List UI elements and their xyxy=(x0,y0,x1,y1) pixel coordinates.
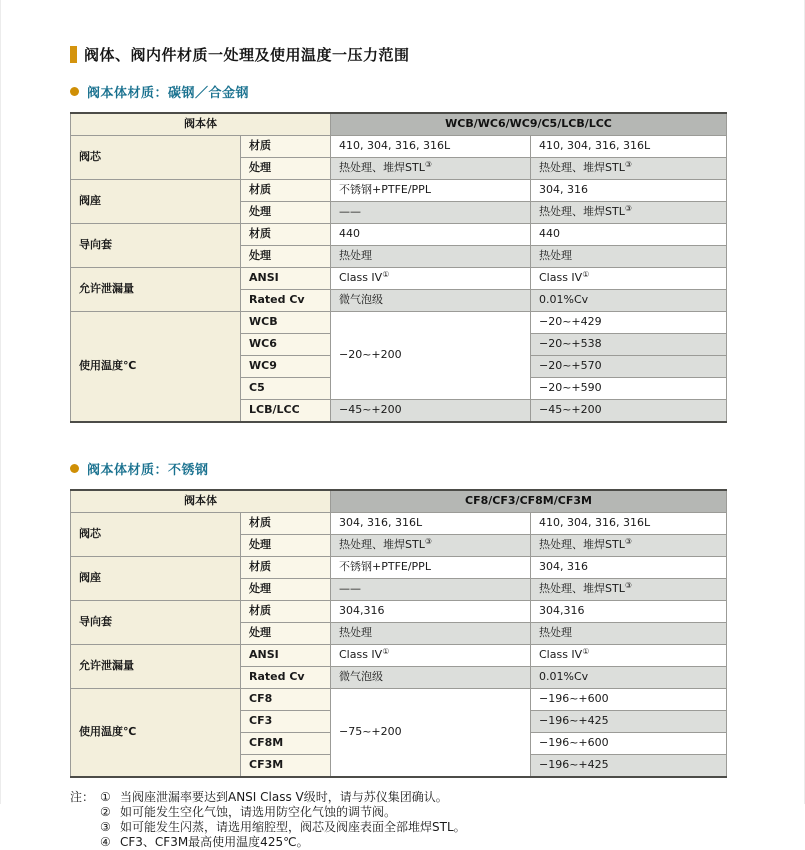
bullet-icon xyxy=(70,464,79,473)
value-cell: 热处理、堆焊STL③ xyxy=(531,158,727,180)
sub-cell: 处理 xyxy=(241,202,331,224)
value-cell: Class IV① xyxy=(331,645,531,667)
group-cell: 阀芯 xyxy=(71,136,241,180)
group-cell: 使用温度℃ xyxy=(71,689,241,778)
value-cell: 热处理、堆焊STL③ xyxy=(331,158,531,180)
group-cell: 允许泄漏量 xyxy=(71,268,241,312)
sub-cell: WC9 xyxy=(241,356,331,378)
value-cell: −20~+590 xyxy=(531,378,727,400)
section-title: 阀本体材质：碳钢／合金钢 xyxy=(87,86,250,101)
value-cell: 不锈钢+PTFE/PPL xyxy=(331,557,531,579)
value-cell: 0.01%Cv xyxy=(531,667,727,689)
table-row xyxy=(71,268,727,290)
footnote-line xyxy=(70,790,796,805)
sub-cell: WC6 xyxy=(241,334,331,356)
group-cell: 导向套 xyxy=(71,224,241,268)
value-cell: Class IV① xyxy=(531,645,727,667)
table-row xyxy=(71,224,727,246)
sub-cell: 材质 xyxy=(241,136,331,158)
footnotes xyxy=(70,790,796,850)
value-cell: 304,316 xyxy=(331,601,531,623)
value-cell: −20~+538 xyxy=(531,334,727,356)
sub-cell: CF3M xyxy=(241,755,331,778)
footnote-line xyxy=(70,805,796,820)
stainless-steel-table xyxy=(70,489,727,778)
section-heading-carbon-steel xyxy=(70,82,796,101)
value-cell: 410, 304, 316, 316L xyxy=(331,136,531,158)
table-header-left: 阀本体 xyxy=(71,490,331,513)
sub-cell: 处理 xyxy=(241,535,331,557)
sub-cell: CF8 xyxy=(241,689,331,711)
sub-cell: 材质 xyxy=(241,224,331,246)
value-cell: 热处理、堆焊STL③ xyxy=(531,202,727,224)
value-cell: −20~+570 xyxy=(531,356,727,378)
note-text: 如可能发生空化气蚀，请选用防空化气蚀的调节阀。 xyxy=(120,805,397,819)
value-cell: −196~+425 xyxy=(531,755,727,778)
section-title: 阀本体材质：不锈钢 xyxy=(87,463,209,478)
table-header-right: WCB/WC6/WC9/C5/LCB/LCC xyxy=(331,113,727,136)
carbon-steel-table xyxy=(70,112,727,423)
footnote-line xyxy=(70,820,796,835)
sub-cell: 材质 xyxy=(241,180,331,202)
sub-cell: CF8M xyxy=(241,733,331,755)
table-row xyxy=(71,645,727,667)
note-marker: ③ xyxy=(100,820,111,834)
note-marker: ④ xyxy=(100,835,111,849)
bullet-icon xyxy=(70,87,79,96)
value-cell: −20~+200 xyxy=(331,312,531,400)
group-cell: 允许泄漏量 xyxy=(71,645,241,689)
sub-cell: CF3 xyxy=(241,711,331,733)
sub-cell: ANSI xyxy=(241,645,331,667)
note-text: CF3、CF3M最高使用温度425℃。 xyxy=(120,835,309,849)
sub-cell: Rated Cv xyxy=(241,667,331,689)
table-row xyxy=(71,557,727,579)
sub-cell: 材质 xyxy=(241,601,331,623)
value-cell: 微气泡级 xyxy=(331,667,531,689)
table-header-left: 阀本体 xyxy=(71,113,331,136)
table-row xyxy=(71,513,727,535)
value-cell: 440 xyxy=(331,224,531,246)
value-cell: −75~+200 xyxy=(331,689,531,778)
table-header-row xyxy=(71,490,727,513)
sub-cell: 处理 xyxy=(241,246,331,268)
value-cell: 304,316 xyxy=(531,601,727,623)
title-marker-bar xyxy=(70,46,77,63)
sub-cell: Rated Cv xyxy=(241,290,331,312)
value-cell: −196~+600 xyxy=(531,689,727,711)
sub-cell: 处理 xyxy=(241,623,331,645)
page-title: 阀体、阀内件材质一处理及使用温度一压力范围 xyxy=(84,46,410,64)
sub-cell: LCB/LCC xyxy=(241,400,331,423)
value-cell: 热处理 xyxy=(331,246,531,268)
notes-label: 注： xyxy=(70,790,95,804)
group-cell: 导向套 xyxy=(71,601,241,645)
value-cell: 微气泡级 xyxy=(331,290,531,312)
value-cell: 热处理、堆焊STL③ xyxy=(531,579,727,601)
value-cell: −20~+429 xyxy=(531,312,727,334)
sub-cell: 处理 xyxy=(241,158,331,180)
group-cell: 阀芯 xyxy=(71,513,241,557)
table-row xyxy=(71,180,727,202)
sub-cell: 材质 xyxy=(241,557,331,579)
group-cell: 使用温度℃ xyxy=(71,312,241,423)
value-cell: 热处理、堆焊STL③ xyxy=(331,535,531,557)
value-cell: 热处理 xyxy=(531,246,727,268)
table-row xyxy=(71,312,727,334)
sub-cell: C5 xyxy=(241,378,331,400)
value-cell: Class IV① xyxy=(531,268,727,290)
note-text: 当阀座泄漏率要达到ANSI Class V级时，请与苏仪集团确认。 xyxy=(120,790,448,804)
value-cell: −196~+425 xyxy=(531,711,727,733)
value-cell: 热处理 xyxy=(331,623,531,645)
value-cell: 0.01%Cv xyxy=(531,290,727,312)
value-cell: 304, 316 xyxy=(531,180,727,202)
note-text: 如可能发生闪蒸，请选用缩腔型，阀芯及阀座表面全部堆焊STL。 xyxy=(120,820,466,834)
value-cell: 304, 316, 316L xyxy=(331,513,531,535)
table-row xyxy=(71,689,727,711)
value-cell: 不锈钢+PTFE/PPL xyxy=(331,180,531,202)
sub-cell: ANSI xyxy=(241,268,331,290)
note-marker: ② xyxy=(100,805,111,819)
value-cell: 410, 304, 316, 316L xyxy=(531,513,727,535)
value-cell: 热处理 xyxy=(531,623,727,645)
sub-cell: WCB xyxy=(241,312,331,334)
sub-cell: 处理 xyxy=(241,579,331,601)
value-cell: —— xyxy=(331,202,531,224)
note-marker: ① xyxy=(100,790,111,804)
datasheet-page xyxy=(1,0,805,850)
value-cell: 热处理、堆焊STL③ xyxy=(531,535,727,557)
value-cell: −45~+200 xyxy=(331,400,531,423)
page-title-row xyxy=(70,44,796,65)
value-cell: 410, 304, 316, 316L xyxy=(531,136,727,158)
table-row xyxy=(71,136,727,158)
table-row xyxy=(71,601,727,623)
group-cell: 阀座 xyxy=(71,180,241,224)
group-cell: 阀座 xyxy=(71,557,241,601)
value-cell: 440 xyxy=(531,224,727,246)
value-cell: Class IV① xyxy=(331,268,531,290)
value-cell: 304, 316 xyxy=(531,557,727,579)
sub-cell: 材质 xyxy=(241,513,331,535)
table-header-right: CF8/CF3/CF8M/CF3M xyxy=(331,490,727,513)
value-cell: —— xyxy=(331,579,531,601)
table-header-row xyxy=(71,113,727,136)
footnote-line xyxy=(70,835,796,850)
section-heading-stainless-steel xyxy=(70,459,796,478)
value-cell: −196~+600 xyxy=(531,733,727,755)
value-cell: −45~+200 xyxy=(531,400,727,423)
